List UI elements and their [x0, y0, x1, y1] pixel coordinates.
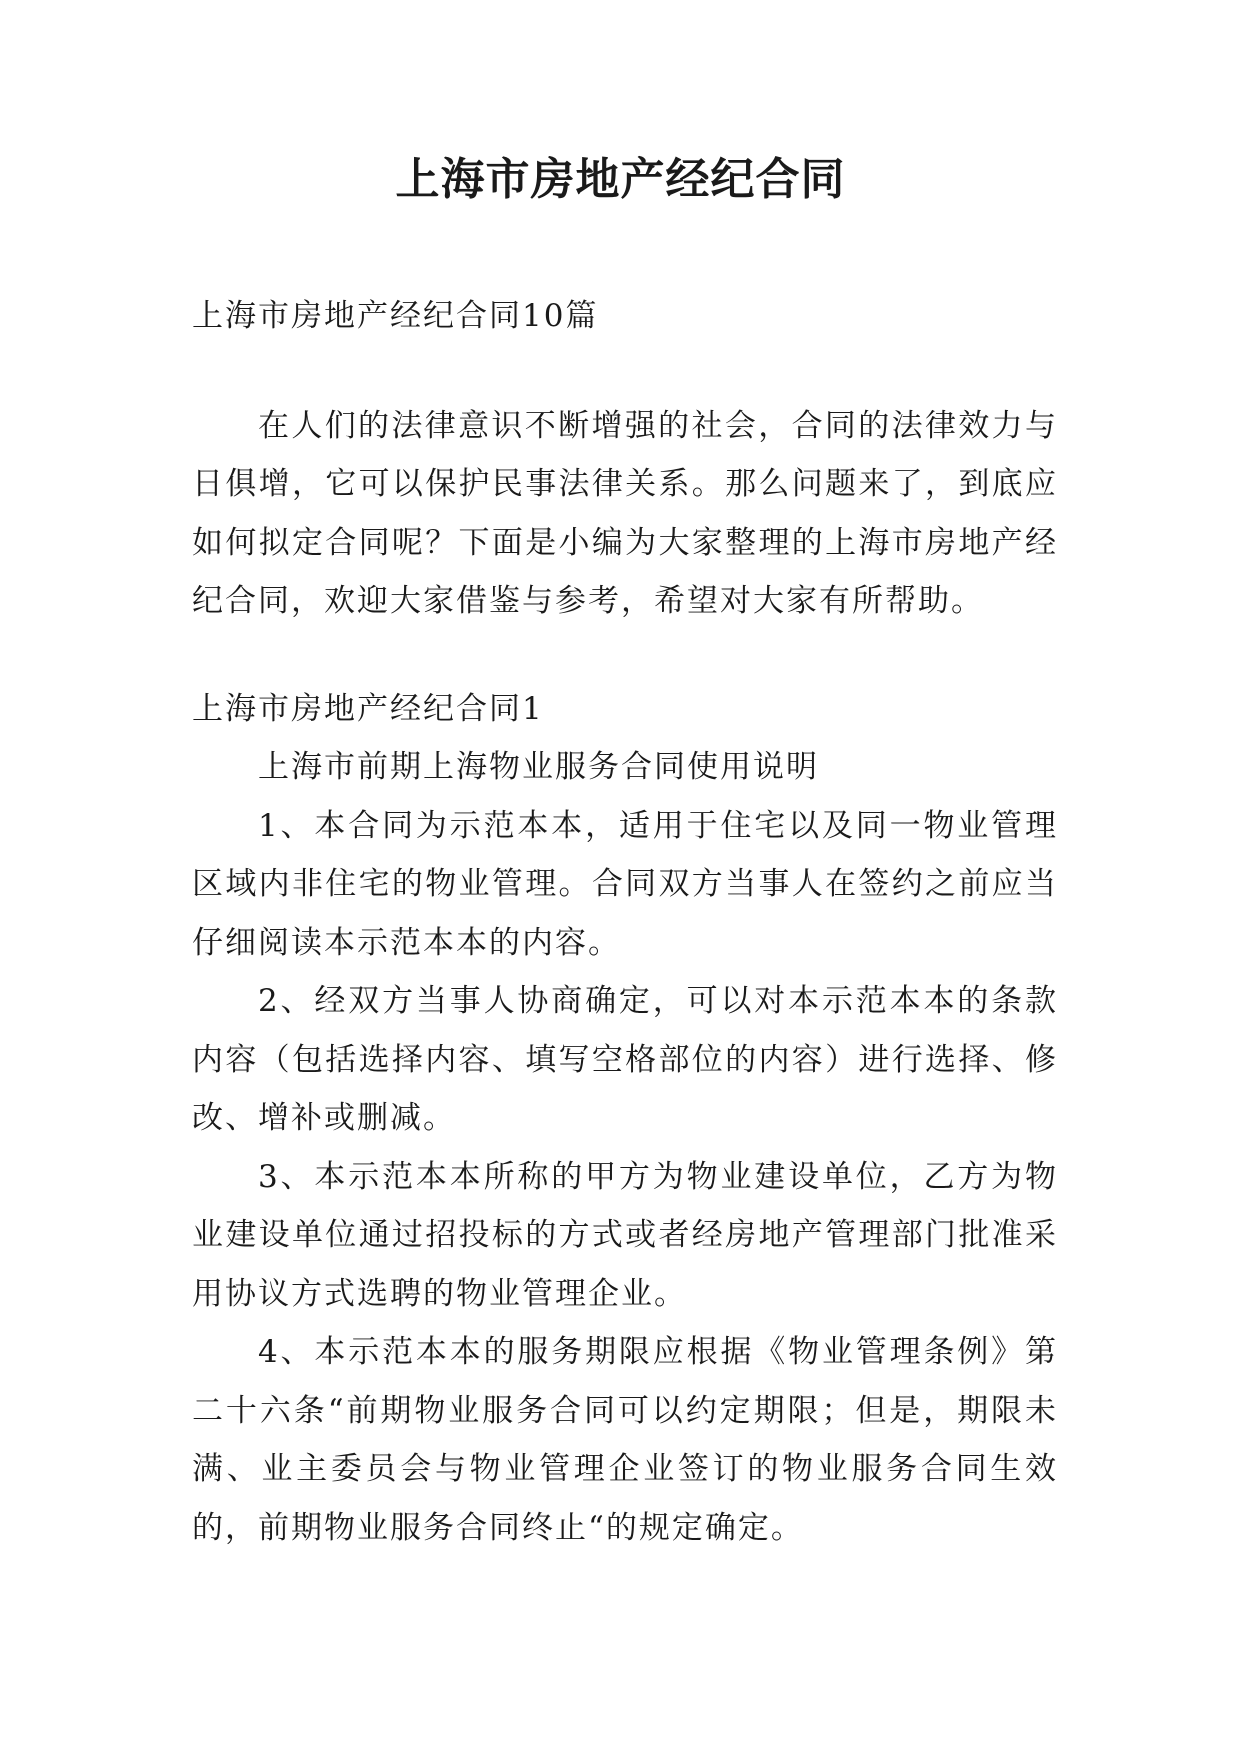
document-body — [192, 287, 1058, 1557]
section-heading: 上海市房地产经纪合同1 — [192, 690, 544, 727]
clause-paragraph: 2、经双方当事人协商确定，可以对本示范本本的条款内容（包括选择内容、填写空格部位的内容）进行选择、修改、增补或删减。 — [192, 983, 1058, 1136]
clause-paragraph: 1、本合同为示范本本，适用于住宅以及同一物业管理区域内非住宅的物业管理。合同双方当事人在签约之前应当仔细阅读本示范本本的内容。 — [192, 807, 1058, 961]
document-subtitle: 上海市房地产经纪合同10篇 — [192, 298, 599, 334]
intro-paragraph: 在人们的法律意识不断增强的社会，合同的法律效力与日俱增，它可以保护民事法律关系。那么问题来了，到底应如何拟定合同呢？下面是小编为大家整理的上海市房地产经纪合同，欢迎大家借鉴与参考，希望对大家有所帮助。 — [192, 407, 1058, 619]
clause-paragraph: 4、本示范本本的服务期限应根据《物业管理条例》第二十六条“前期物业服务合同可以约定期限；但是，期限未满、业主委员会与物业管理企业签订的物业服务合同生效的，前期物业服务合同终止“的规定确定。 — [192, 1334, 1058, 1546]
clause-paragraph: 3、本示范本本所称的甲方为物业建设单位，乙方为物业建设单位通过招投标的方式或者经房地产管理部门批准采用协议方式选聘的物业管理企业。 — [192, 1158, 1058, 1312]
section-subheading: 上海市前期上海物业服务合同使用说明 — [258, 749, 819, 785]
document-title: 上海市房地产经纪合同 — [395, 154, 846, 205]
